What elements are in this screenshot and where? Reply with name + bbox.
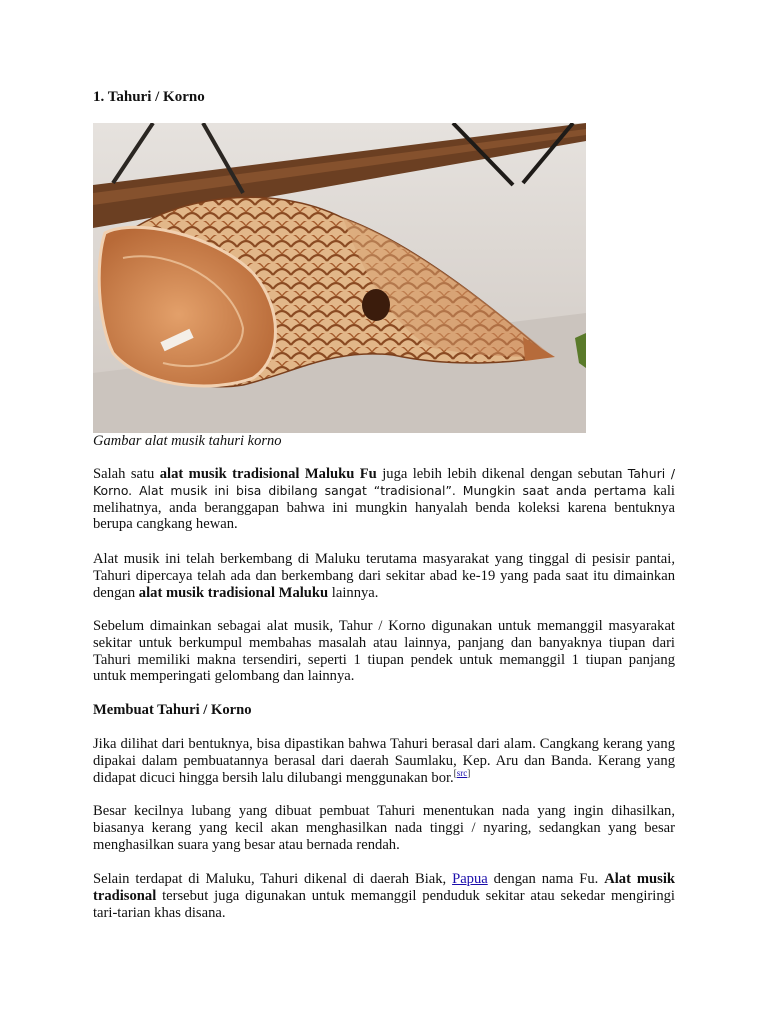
paragraph-intro [93, 466, 675, 533]
citation-sup [454, 768, 471, 778]
text-span-sans: Tahuri / Korno. Alat musik ini bisa dibilang sangat “tradisional”. Mungkin saat anda pertama [93, 466, 676, 498]
paragraph-pitch: Besar kecilnya lubang yang dibuat pembuat Tahuri menentukan nada yang ingin dihasilkan, biasanya kerang yang kecil akan menghasilkan nada tinggi / nyaring, sedangkan yang besar menghasilkan suara yang besar atau bernada rendah. [93, 803, 675, 853]
text-span: dengan nama Fu. [487, 871, 605, 887]
text-span: Salah satu [93, 466, 160, 482]
citation-link[interactable]: src [456, 767, 468, 778]
bold-term: Alat musik tradisonal [93, 871, 675, 904]
paragraph-making [93, 736, 675, 786]
bold-term: alat musik tradisional Maluku Fu [159, 466, 377, 482]
text-span: juga lebih lebih dikenal dengan sebutan [376, 466, 628, 482]
text-span: Alat musik ini telah berkembang di Maluku terutama masyarakat yang tinggal di pesisir pantai, Tahuri dipercaya telah ada dan berkembang dari sekitar abad ke-19 yang pada saat itu dimainkan dengan [93, 551, 675, 601]
text-span: Jika dilihat dari bentuknya, bisa dipastikan bahwa Tahuri berasal dari alam. Cangkang kerang yang dipakai dalam pembuatannya berasal dari daerah Saumlaku, Kep. Aru dan Banda. Kerang yang didapat dicuci hingga bersih lalu dilubangi menggunakan bor. [93, 736, 675, 786]
text-span: tersebut juga digunakan untuk memanggil penduduk sekitar atau sekedar mengiringi tari-tarian khas disana. [93, 887, 675, 921]
figure-caption: Gambar alat musik tahuri korno [93, 433, 282, 449]
bracket: [ [453, 767, 457, 778]
tahuri-shell-photo [93, 123, 586, 433]
bracket: ] [467, 767, 471, 778]
paragraph-history [93, 551, 675, 601]
subheading-membuat: Membuat Tahuri / Korno [93, 702, 252, 718]
text-span: lainnya. [328, 584, 379, 601]
papua-link[interactable]: Papua [452, 871, 488, 887]
bold-term: alat musik tradisional Maluku [138, 584, 329, 601]
paragraph-biak [93, 871, 675, 921]
text-span: Selain terdapat di Maluku, Tahuri dikenal di daerah Biak, [93, 871, 453, 887]
paragraph-function: Sebelum dimainkan sebagai alat musik, Tahur / Korno digunakan untuk memanggil masyarakat sekitar untuk berkumpul membahas masalah atau lainnya, panjang dan banyaknya tiupan dari Tahuri memiliki makna tersendiri, seperti 1 tiupan pendek untuk memanggil 1 tiupan panjang untuk memperingati gelombang dan lainnya. [93, 618, 675, 685]
section-title: 1. Tahuri / Korno [93, 89, 205, 105]
text-span: kali melihatnya, anda beranggapan bahwa ini mungkin hanyalah benda koleksi karena bentuknya berupa cangkang hewan. [93, 482, 675, 533]
